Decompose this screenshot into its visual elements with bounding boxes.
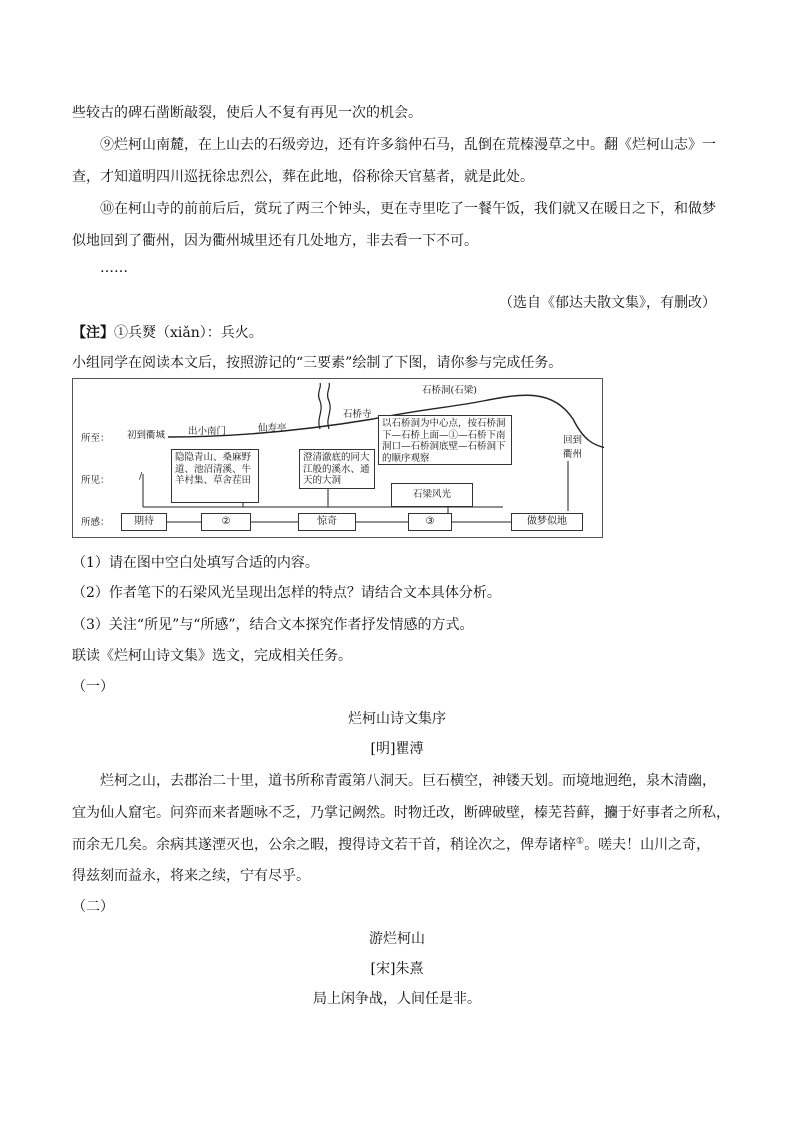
source-citation: （选自《郁达夫散文集》，有删改） bbox=[499, 295, 716, 311]
place-shiqiao-temple: 石桥寺 bbox=[343, 409, 372, 420]
question-2: （2）作者笔下的石梁风光呈现出怎样的特点？请结合文本具体分析。 bbox=[72, 585, 501, 601]
place-xianshou-pavilion: 仙寿亭 bbox=[258, 423, 287, 434]
feeling-dreamlike: 做梦似地 bbox=[511, 513, 583, 531]
paragraph-10-line-2: 似地回到了衢州，因为衢州城里还有几处地方，非去看一下不可。 bbox=[72, 233, 478, 249]
paragraph-8-end: 些较古的碑石凿断敲裂，使后人不复有再见一次的机会。 bbox=[72, 105, 422, 121]
section-1-title: 烂柯山诗文集序 bbox=[348, 711, 446, 727]
footnote-text: ①兵燹（xiǎn）：兵火。 bbox=[114, 325, 263, 341]
section-1-author: [明]瞿溥 bbox=[370, 741, 424, 757]
section-2-author: [宋]朱熹 bbox=[370, 961, 424, 977]
section-2-title: 游烂柯山 bbox=[369, 931, 425, 947]
feeling-surprise: 惊奇 bbox=[298, 513, 356, 531]
paragraph-10-line-1: ⑩在柯山寺的前前后后，赏玩了两三个钟头，更在寺里吃了一餐午饭，我们就又在暖日之下，和做梦 bbox=[100, 201, 716, 217]
task-2-intro: 联读《烂柯山诗文集》选文，完成相关任务。 bbox=[72, 648, 352, 664]
footnote-ref: ① bbox=[576, 836, 585, 847]
question-1: （1）请在图中空白处填写合适的内容。 bbox=[72, 555, 319, 571]
section-1-marker: （一） bbox=[72, 679, 114, 695]
paragraph-9-line-1: ⑨烂柯山南麓，在上山去的石级旁边，还有许多翁仲石马，乱倒在荒榛漫草之中。翻《烂柯山志》一 bbox=[100, 137, 716, 153]
row-label-seen: 所见： bbox=[81, 475, 110, 486]
seen-box-observation-order: 以石桥洞为中心点，按石桥洞下—石桥上面—①—石桥下南洞口—石桥洞底壁—石桥洞下的顺序观察 bbox=[378, 415, 512, 465]
prose-line-1: 烂柯之山，去郡治二十里，道书所称青霞第八洞天。巨石横空，神镂天划。而境地迥绝，泉木清幽， bbox=[100, 773, 716, 789]
prose-line-4: 得兹刻而益永，将来之续，宁有尽乎。 bbox=[72, 868, 310, 884]
footnote-label: 【注】 bbox=[72, 325, 114, 341]
question-3: （3）关注“所见”与“所感”，结合文本探究作者抒发情感的方式。 bbox=[72, 617, 474, 633]
prose-line-2: 宜为仙人窟宅。问弈而来者题咏不乏，乃掌记阙然。时物迁改，断碑破壁，榛芜苔藓，攟于好事者之所私， bbox=[72, 805, 730, 821]
seen-none: / bbox=[139, 471, 143, 482]
travel-elements-diagram bbox=[72, 378, 603, 538]
task-intro: 小组同学在阅读本文后，按照游记的“三要素”绘制了下图，请你参与完成任务。 bbox=[72, 355, 563, 371]
feeling-blank-2: ② bbox=[201, 513, 251, 531]
row-label-feeling: 所感： bbox=[81, 517, 110, 528]
seen-box-stone-bridge-scenery: 石梁风光 bbox=[391, 483, 473, 507]
prose-line-3: 而余无几矣。余病其遂湮灭也，公余之暇，搜得诗文若干首，稍诠次之，俾寿诸梓①。嗟夫！山川之奇， bbox=[72, 836, 711, 853]
place-shiqiao-cave: 石桥洞(石梁) bbox=[422, 385, 477, 396]
feeling-blank-3: ③ bbox=[408, 513, 452, 531]
feeling-anticipation: 期待 bbox=[121, 513, 167, 531]
section-2-marker: （二） bbox=[72, 899, 114, 915]
place-south-gate: 出小南门 bbox=[188, 426, 227, 437]
poem-line-1: 局上闲争战，人间任是非。 bbox=[313, 991, 481, 1007]
footnote bbox=[72, 322, 263, 342]
place-arrive-quzhou: 初到衢城 bbox=[127, 430, 166, 441]
row-label-destination: 所至： bbox=[81, 433, 110, 444]
seen-box-river: 澄清澈底的同大江般的溪水、通天的大洞 bbox=[299, 449, 375, 489]
place-return: 回到 bbox=[563, 435, 583, 446]
ellipsis: …… bbox=[100, 260, 128, 276]
place-quzhou: 衢州 bbox=[563, 449, 583, 460]
paragraph-9-line-2: 查，才知道明四川巡抚徐忠烈公，葬在此地，俗称徐天官墓者，就是此处。 bbox=[72, 169, 534, 185]
seen-box-scenery: 隐隐青山、桑麻野道、池沼清溪、牛羊村集、草舍茬田 bbox=[171, 449, 259, 503]
